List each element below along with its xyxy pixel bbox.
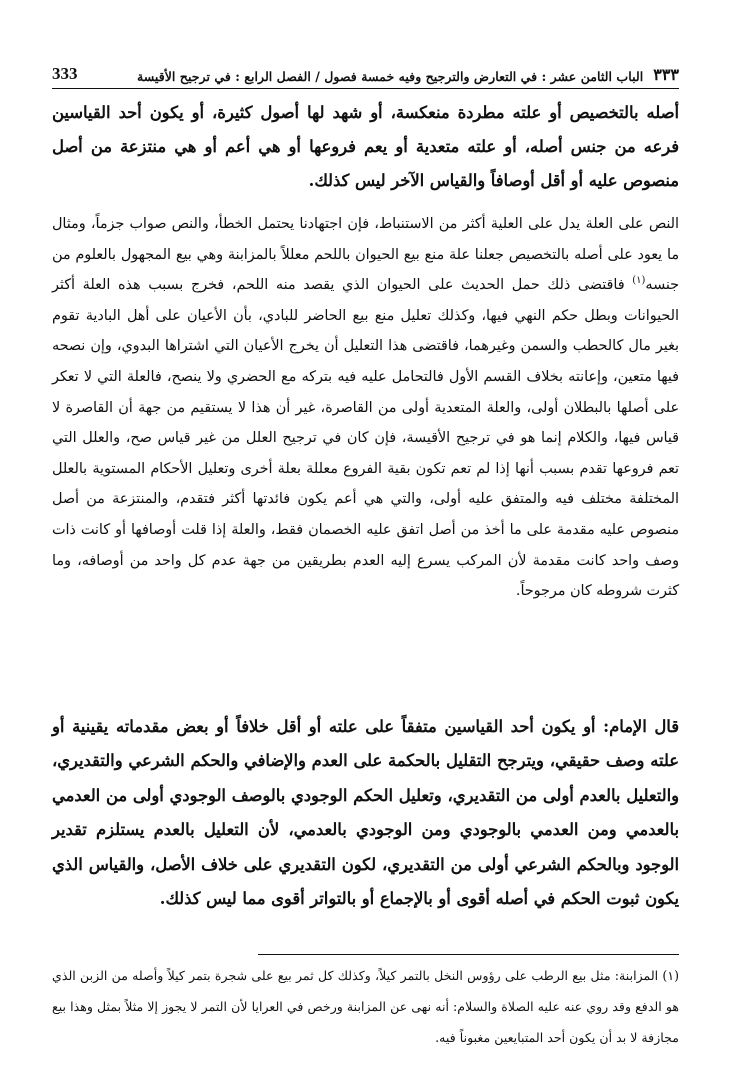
page-number-latin: 333: [52, 64, 78, 83]
imam-statement-paragraph: قال الإمام: أو يكون أحد القياسين متفقاً على علته أو أقل خلافاً أو بعض مقدماته يقينية أو علته وصف حقيقي، ويترجح التقليل بالحكمة على العدم والإضافي والحكم الشرعي والتقديري، والتعليل بالعدم أولى من التقديري، وتعليل الحكم الوجودي بالوصف الوجودي أولى من العدمي بالعدمي ومن العدمي بالوجودي ومن الوجودي بالعدمي، لأن التعليل بالعدم يستلزم تقدير الوجود وبالحكم الشرعي أولى من التقديري، لكون التقديري على خلاف الأصل، والقياس الذي يكون ثبوت الحكم في أصله أقوى أو بالإجماع أو بالتواتر أقوى مما ليس كذلك.: [52, 717, 679, 909]
footnote-separator: [258, 954, 679, 955]
page-header: [52, 58, 679, 84]
commentary-paragraph: [52, 209, 679, 607]
footnote-reference: (١): [632, 275, 646, 287]
header-rule: [52, 88, 679, 89]
page-number-arabic: ٣٣٣: [653, 65, 679, 84]
footnote-text: (١) المزابنة: مثل بيع الرطب على رؤوس النخل بالتمر كيلاً، وكذلك كل ثمر بيع على شجرة بتمر كيلاً وأصله من الزبن الذي هو الدفع وقد روي عنه عليه الصلاة والسلام: أنه نهى عن المزابنة ورخص في العرايا لأن التمر لا يجوز إلا مثلاً بمثل وهذا بيع مجازفة لا بد أن يكون أحد المتبايعين مغبوناً فيه.: [52, 968, 679, 1045]
commentary-text-start: النص على العلة يدل على العلية أكثر من الاستنباط، فإن اجتهادنا يحتمل الخطأ، والنص صواب جزماً، ومثال ما يعود على أصله بالتخصيص جعلنا علة منع بيع الحيوان باللحم معللاً بالمزابنة وهي بيع المجهول بالعلوم من جنسه: [52, 216, 679, 294]
paragraph-continuation: أصله بالتخصيص أو علته مطردة منعكسة، أو شهد لها أصول كثيرة، أو يكون أحد القياسين فرعه من جنس أصله، أو علته متعدية أو يعم فروعها أو هي أعم أو هي منتزعة من أصل منصوص عليه أو أقل أوصافاً والقياس الآخر ليس كذلك.: [52, 103, 679, 190]
commentary-text-end: فاقتضى ذلك حمل الحديث على الحيوان الذي يقصد منه اللحم، فخرج بسبب هذه العلة أكثر الحيوانات وبطل حكم النهي فيها، وكذلك تعليل منع بيع الحاضر للبادي، بأن الأعيان على أهل البادية تقوم بغير مال كالحطب والسمن وغيرهما، فاقتضى هذا التعليل أن يخرج الأعيان التي اشتراها البدوي، وإن نصحه فيها متعين، وإعانته بخلاف القسم الأول فالتحامل عليه فيه بتركه مع الحضري ولا ينصح، فالعلة التي لا تعكر على أصلها بالبطلان أولى، والعلة المتعدية أولى من القاصرة، غير أن هذا لا يستقيم من جهة أن القاصرة لا قياس فيها، والكلام إنما هو في ترجيح الأقيسة، فإن كان في ترجيح العلل من غير قياس صح، والعلل التي تعم فروعها تقدم بسبب أنها إذا لم تعم تكون بقية الفروع معللة بعلة أخرى وتعليل الأحكام المستوية بالعلل المختلفة مختلف فيه والمتفق عليه أولى، والتي هي أعم يكون فائدتها أكثر فتقدم، والمنتزعة من أصل منصوص عليه مقدمة على ما أخذ من أصل اتفق عليه الخصمان فقط، والعلة إذا قلت أوصافها أو كانت ذات وصف واحد كانت مقدمة لأن المركب يسرع إليه العدم بطريقين من جهة عدم كل واحد من أوصافه، وما كثرت شروطه كان مرجوحاً.: [52, 277, 679, 600]
running-title: الباب الثامن عشر : في التعارض والترجيح وفيه خمسة فصول / الفصل الرابع : في ترجيح الأقيسة: [136, 69, 644, 84]
